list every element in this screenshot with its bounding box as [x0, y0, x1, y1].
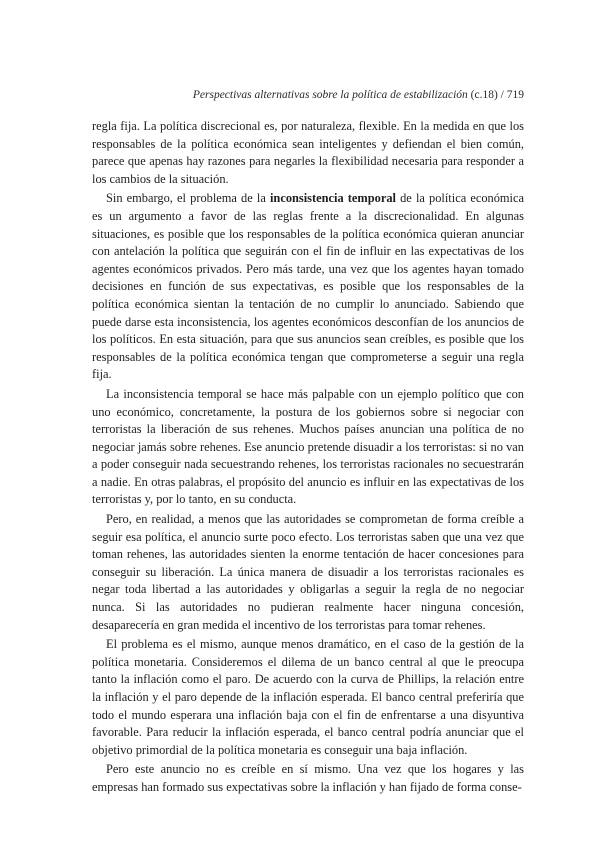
- body-text: [92, 118, 524, 797]
- paragraph-4: Pero, en realidad, a menos que las autoridades se comprometan de forma creíble a seguir esa política, el anuncio surte poco efecto. Los terroristas saben que una vez que toman rehenes, las autoridades sienten la enorme tentación de hacer concesiones para conseguir su liberación. La única manera de disuadir a los terroristas racionales es negar toda libertad a las autoridades y obligarlas a seguir la regla de no negociar nunca. Si las autoridades no pudieran realmente hacer ninguna concesión, desaparecería en gran medida el incentivo de los terroristas para tomar rehenes.: [92, 512, 524, 632]
- key-term-inconsistencia-temporal: inconsistencia temporal: [269, 191, 396, 206]
- paragraph-1: regla fija. La política discrecional es, por naturaleza, flexible. En la medida en que los responsables de la política económica sean inteligentes y defiendan el bien común, parece que apenas hay razones para negarles la flexibilidad necesaria para responder a los cambios de la situación.: [92, 119, 524, 186]
- paragraph-3: La inconsistencia temporal se hace más palpable con un ejemplo político que con uno económico, concretamente, la postura de los gobiernos sobre si negociar con terroristas la liberación de sus rehenes. Muchos países anuncian una política de no negociar jamás sobre rehenes. Ese anuncio pretende disuadir a los terroristas: si no van a poder conseguir nada secuestrando rehenes, los terroristas racionales no secuestrarán a nadie. En otras palabras, el propósito del anuncio es influir en las expectativas de los terroristas y, por lo tanto, en su conducta.: [92, 386, 524, 507]
- book-page: [92, 88, 524, 799]
- running-header-page-number: 719: [506, 89, 524, 101]
- paragraph-2-body: de la política económica es un argumento a favor de las reglas frente a la discrecionalidad. En algunas situaciones, es posible que los responsables de la política económica quieran anunciar con antelación la política que seguirán con el fin de influir en las expectativas de los agentes económicos privados. Pero más tarde, una vez que los agentes hayan tomado decisiones en función de sus expectativas, es posible que los responsables de la política económica sientan la tentación de no cumplir lo anunciado. Sabiendo que puede darse esta inconsistencia, los agentes económicos desconfían de los anuncios de los políticos. En esta situación, para que sus anuncios sean creíbles, es posible que los responsables de la política económica tengan que comprometerse a seguir una regla fija.: [92, 191, 524, 382]
- running-header-chapter: (c.18): [470, 89, 498, 101]
- paragraph-6: Pero este anuncio no es creíble en sí mismo. Una vez que los hogares y las empresas han formado sus expectativas sobre la inflación y han fijado de forma conse-: [92, 762, 524, 794]
- running-header-separator: /: [500, 89, 504, 101]
- paragraph-2-intro: Sin embargo, el problema de la: [106, 191, 270, 206]
- paragraph-2: [92, 190, 524, 384]
- running-header-title: Perspectivas alternativas sobre la política de estabilización: [192, 89, 468, 101]
- running-header: [92, 88, 524, 102]
- paragraph-5: El problema es el mismo, aunque menos dramático, en el caso de la gestión de la política monetaria. Consideremos el dilema de un banco central al que le preocupa tanto la inflación como el paro. De acuerdo con la curva de Phillips, la relación entre la inflación y el paro depende de la inflación esperada. El banco central preferiría que todo el mundo esperara una inflación baja con el fin de enfrentarse a una disyuntiva favorable. Para reducir la inflación esperada, el banco central podría anunciar que el objetivo primordial de la política monetaria es conseguir una baja inflación.: [92, 637, 524, 757]
